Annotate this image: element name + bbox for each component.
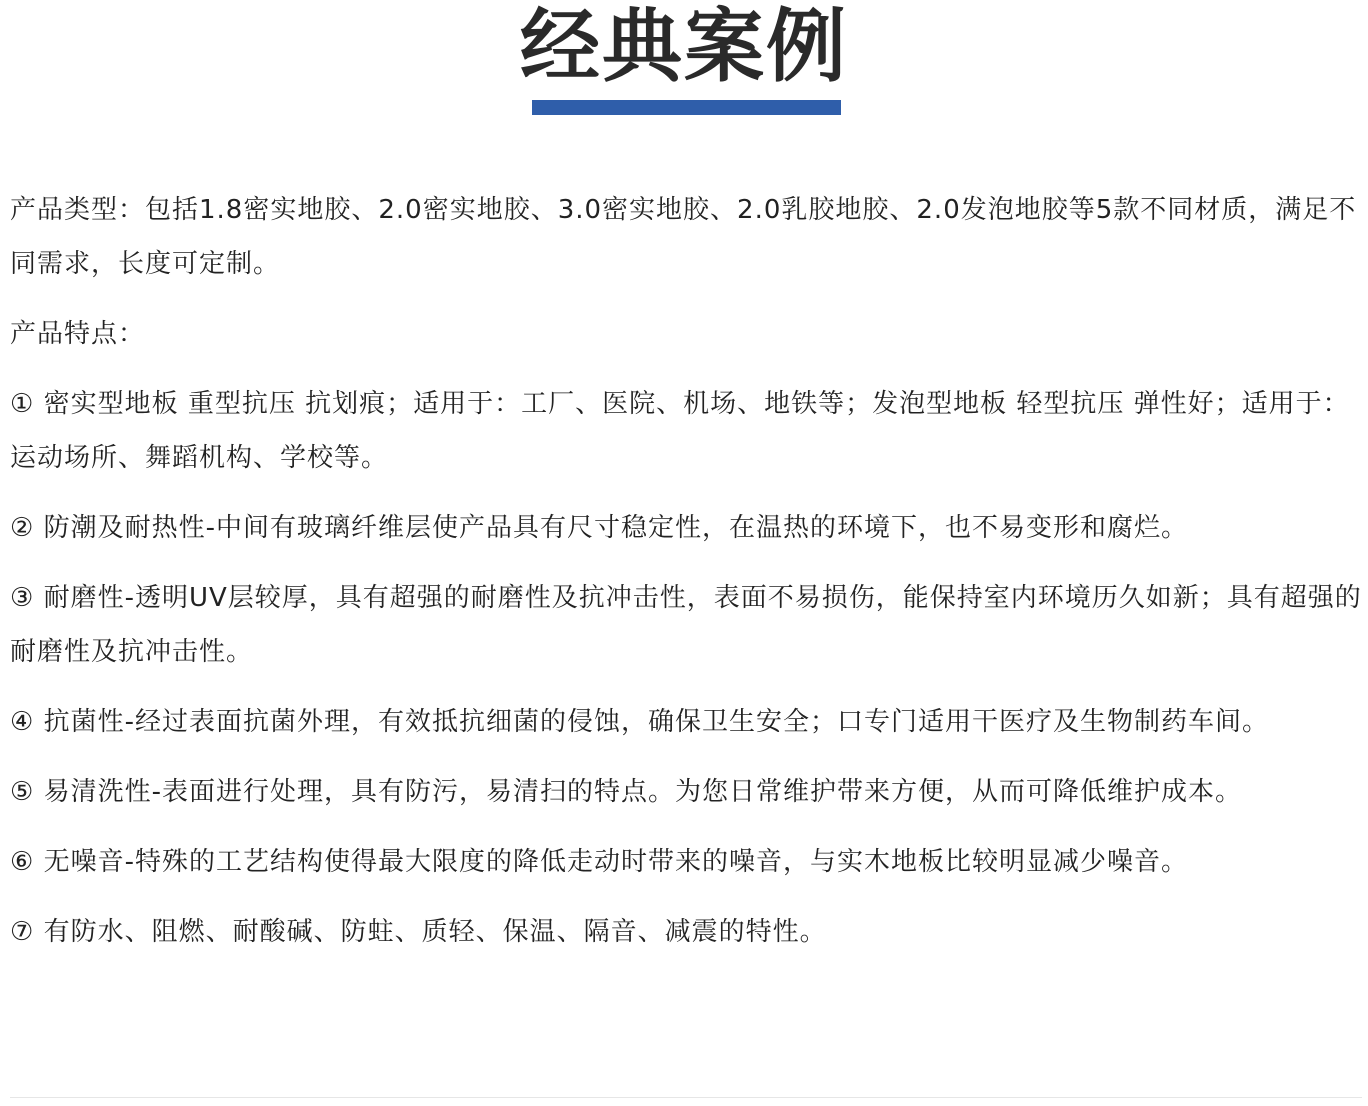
product-types-paragraph: 产品类型：包括1.8密实地胶、2.0密实地胶、3.0密实地胶、2.0乳胶地胶、2.0发泡地胶等5款不同材质，满足不同需求，长度可定制。: [10, 195, 1357, 279]
feature-item-1: ① 密实型地板 重型抗压 抗划痕；适用于：工厂、医院、机场、地铁等；发泡型地板 轻型抗压 弹性好；适用于：运动场所、舞蹈机构、学校等。: [10, 389, 1350, 473]
title-underline: [532, 100, 841, 115]
feature-item-4: ④ 抗菌性-经过表面抗菌外理，有效抵抗细菌的侵蚀，确保卫生安全；口专门适用干医疗及生物制药车间。: [10, 707, 1269, 737]
feature-item-3: ③ 耐磨性-透明UV层较厚，具有超强的耐磨性及抗冲击性，表面不易损伤，能保持室内环境历久如新；具有超强的耐磨性及抗冲击性。: [10, 583, 1362, 667]
feature-item-6: ⑥ 无噪音-特殊的工艺结构使得最大限度的降低走动时带来的噪音，与实木地板比较明显减少噪音。: [10, 847, 1188, 877]
feature-item-7: ⑦ 有防水、阻燃、耐酸碱、防蛀、质轻、保温、隔音、减震的特性。: [10, 917, 827, 947]
feature-item-5: ⑤ 易清洗性-表面进行处理，具有防污，易清扫的特点。为您日常维护带来方便，从而可降低维护成本。: [10, 777, 1242, 807]
feature-item-2: ② 防潮及耐热性-中间有玻璃纤维层使产品具有尺寸稳定性，在温热的环境下，也不易变形和腐烂。: [10, 513, 1188, 543]
page-header: [0, 0, 1368, 120]
features-heading: 产品特点：: [10, 319, 146, 349]
bottom-divider: [10, 1097, 1362, 1098]
page-title: 经典案例: [520, 0, 848, 93]
article-body: [10, 183, 1362, 975]
